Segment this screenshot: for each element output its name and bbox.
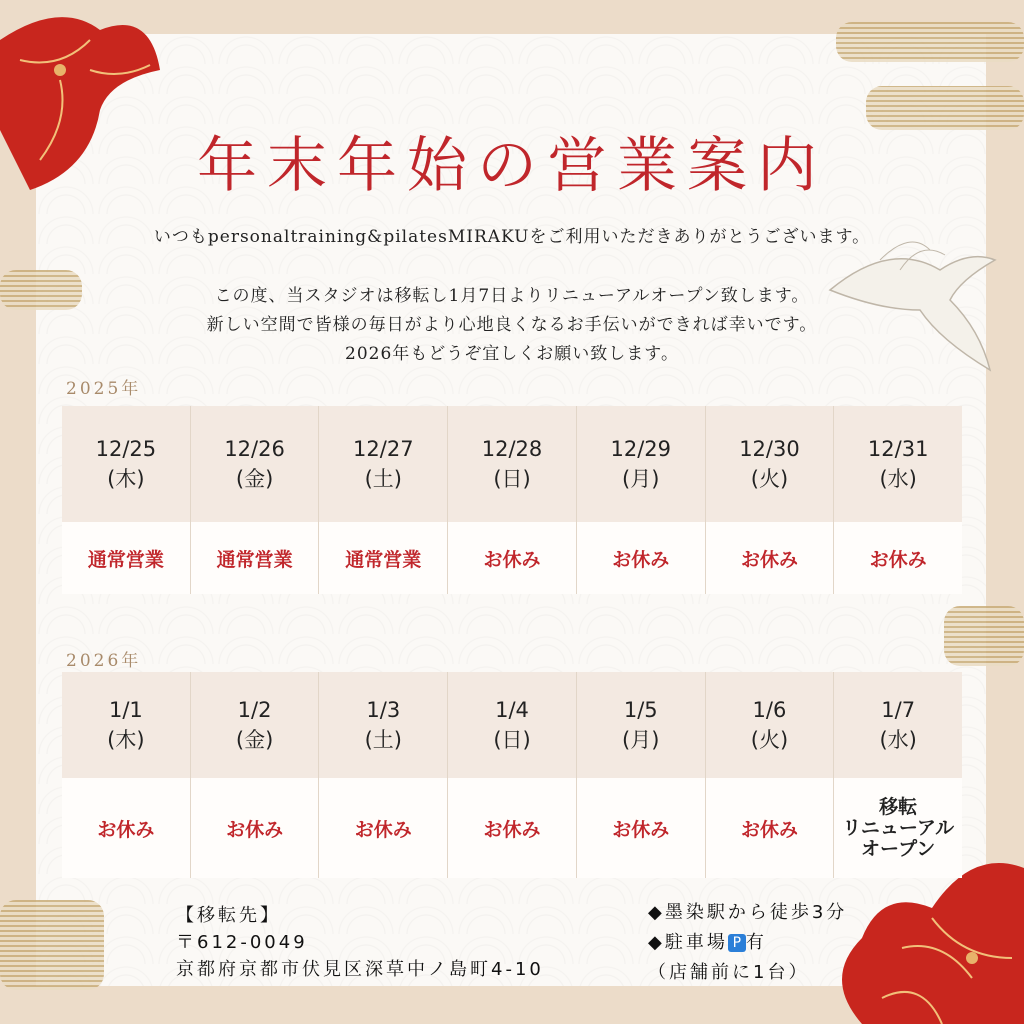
status-cell [448, 778, 577, 878]
page-title: 年末年始の営業案内 [197, 131, 827, 201]
status-cell [577, 778, 706, 878]
status-text: お休み [869, 548, 927, 571]
weekday-text: (水) [879, 467, 917, 491]
gold-cloud-top-right [836, 22, 1024, 62]
status-text: 通常営業 [216, 548, 293, 571]
weekday-text: (金) [235, 467, 274, 491]
date-text: 12/30 [739, 437, 800, 461]
status-cell [319, 522, 448, 594]
parking-info [648, 928, 847, 958]
weekday-text: (日) [493, 728, 531, 752]
parking-note: （店舗前に1台） [648, 962, 810, 983]
status-text: 通常営業 [345, 548, 422, 571]
status-text: お休み [483, 548, 541, 571]
date-text: 1/5 [623, 698, 658, 722]
date-text: 12/26 [224, 437, 285, 461]
weekday-text: (月) [622, 467, 660, 491]
announcement-text [0, 282, 1024, 369]
date-cell [191, 672, 320, 778]
date-text: 1/2 [237, 698, 272, 722]
date-text: 12/28 [481, 437, 543, 461]
date-row [62, 672, 962, 778]
weekday-text: (木) [107, 728, 145, 752]
status-cell [319, 778, 448, 878]
status-cell [62, 778, 191, 878]
gold-cloud-bottom-left [0, 900, 104, 990]
status-text: お休み [740, 818, 798, 841]
status-cell [191, 778, 320, 878]
status-text: お休み [612, 818, 670, 841]
date-text: 1/6 [752, 698, 787, 722]
date-cell [319, 406, 448, 522]
status-text: お休み [226, 818, 284, 841]
weekday-text: (日) [493, 467, 531, 491]
date-cell [577, 672, 706, 778]
date-text: 12/31 [867, 437, 929, 461]
year-label-2025: 2025年 [66, 379, 142, 399]
date-cell [191, 406, 320, 522]
status-text: お休み [97, 818, 155, 841]
announcement-line: 2026年もどうぞ宜しくお願い致します。 [345, 344, 679, 364]
weekday-text: (金) [235, 728, 274, 752]
status-cell [706, 522, 835, 594]
date-cell [706, 672, 835, 778]
date-text: 1/3 [366, 698, 401, 722]
status-row [62, 522, 962, 594]
year-label-2026: 2026年 [66, 651, 142, 671]
date-cell [448, 406, 577, 522]
status-cell [834, 778, 962, 878]
status-cell [191, 522, 320, 594]
address-heading: 【移転先】 [176, 905, 281, 926]
status-text: お休み [483, 818, 541, 841]
status-text: お休み [354, 818, 412, 841]
parking-available: 有 [745, 932, 767, 953]
parking-label: ◆駐車場 [648, 932, 728, 953]
schedule-2026 [62, 672, 962, 878]
date-row [62, 406, 962, 522]
weekday-text: (土) [364, 728, 402, 752]
date-text: 1/4 [495, 698, 529, 722]
date-text: 12/29 [610, 437, 671, 461]
intro-text: いつもpersonaltraining&pilatesMIRAKUをご利用いただきありがとうございます。 [153, 227, 871, 247]
weekday-text: (火) [750, 467, 789, 491]
weekday-text: (水) [879, 728, 917, 752]
date-text: 12/25 [95, 437, 157, 461]
status-cell [834, 522, 962, 594]
status-row [62, 778, 962, 878]
date-cell [62, 672, 191, 778]
status-cell [62, 522, 191, 594]
gold-cloud-right-mid [944, 606, 1024, 666]
weekday-text: (木) [107, 467, 145, 491]
access-info [648, 898, 847, 988]
parking-icon: P [728, 934, 746, 952]
schedule-2025 [62, 406, 962, 594]
announcement-line: この度、当スタジオは移転し1月7日よりリニューアルオープン致します。 [214, 286, 810, 306]
date-text: 12/27 [353, 437, 414, 461]
date-cell [319, 672, 448, 778]
status-cell [448, 522, 577, 594]
status-text: 通常営業 [87, 548, 164, 571]
date-cell [834, 406, 962, 522]
status-text: 移転 リニューアル オープン [842, 795, 955, 860]
status-cell [577, 522, 706, 594]
date-cell [62, 406, 191, 522]
station-access: ◆墨染駅から徒歩3分 [648, 902, 848, 923]
weekday-text: (月) [622, 728, 660, 752]
date-cell [448, 672, 577, 778]
date-cell [706, 406, 835, 522]
relocation-address [176, 902, 544, 983]
postal-code: 〒612-0049 [176, 932, 308, 953]
status-text: お休み [612, 548, 670, 571]
date-text: 1/1 [108, 698, 143, 722]
status-text: お休み [740, 548, 798, 571]
street-address: 京都府京都市伏見区深草中ノ島町4-10 [176, 959, 544, 980]
date-text: 1/7 [881, 698, 916, 722]
date-cell [834, 672, 962, 778]
status-cell [706, 778, 835, 878]
weekday-text: (火) [750, 728, 789, 752]
weekday-text: (土) [364, 467, 402, 491]
date-cell [577, 406, 706, 522]
announcement-line: 新しい空間で皆様の毎日がより心地良くなるお手伝いができれば幸いです。 [206, 315, 818, 335]
